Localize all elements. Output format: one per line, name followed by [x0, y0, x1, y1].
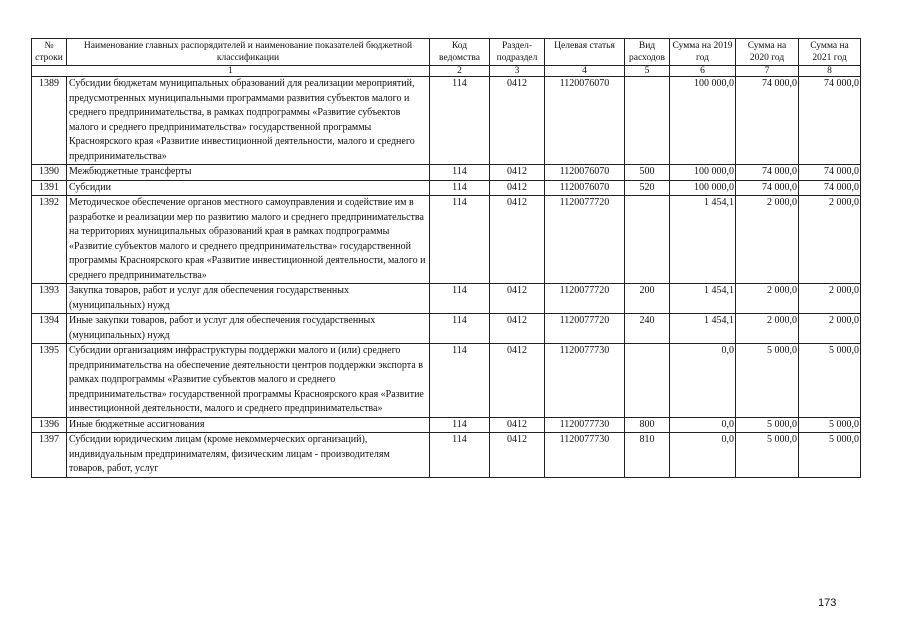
table-row: [32, 433, 861, 478]
header-expense-type: Вид расходов: [625, 39, 670, 66]
column-number: 7: [736, 66, 799, 77]
row-department-code: 114: [430, 180, 490, 196]
row-number: 1391: [32, 180, 67, 196]
row-sum-2021: 5 000,0: [799, 417, 861, 433]
row-sum-2020: 2 000,0: [736, 196, 799, 284]
row-department-code: 114: [430, 196, 490, 284]
row-sum-2021: 74 000,0: [799, 77, 861, 165]
row-number: 1395: [32, 344, 67, 418]
row-sum-2021: 2 000,0: [799, 314, 861, 344]
row-target-article: 1120076070: [545, 165, 625, 181]
row-sum-2019: 100 000,0: [670, 165, 736, 181]
row-sum-2020: 5 000,0: [736, 344, 799, 418]
row-name: Иные закупки товаров, работ и услуг для обеспечения государственных (муниципальных) нужд: [67, 314, 430, 344]
row-sum-2020: 74 000,0: [736, 165, 799, 181]
header-department-code: Код ведомства: [430, 39, 490, 66]
column-number: 2: [430, 66, 490, 77]
row-sum-2021: 74 000,0: [799, 180, 861, 196]
row-sum-2020: 2 000,0: [736, 314, 799, 344]
row-sum-2020: 5 000,0: [736, 417, 799, 433]
header-row-number: № строки: [32, 39, 67, 66]
header-sum-2019: Сумма на 2019 год: [670, 39, 736, 66]
row-sum-2020: 74 000,0: [736, 180, 799, 196]
column-number: 8: [799, 66, 861, 77]
row-section: 0412: [490, 433, 545, 478]
header-name: Наименование главных распорядителей и наименование показателей бюджетной классификации: [67, 39, 430, 66]
row-expense-type: 520: [625, 180, 670, 196]
row-section: 0412: [490, 314, 545, 344]
row-number: 1394: [32, 314, 67, 344]
row-name: Иные бюджетные ассигнования: [67, 417, 430, 433]
row-sum-2021: 74 000,0: [799, 165, 861, 181]
row-target-article: 1120077720: [545, 314, 625, 344]
row-expense-type: [625, 344, 670, 418]
column-number: 4: [545, 66, 625, 77]
row-sum-2020: 2 000,0: [736, 284, 799, 314]
header-section: Раздел-подраздел: [490, 39, 545, 66]
row-sum-2021: 2 000,0: [799, 196, 861, 284]
row-name: Субсидии организациям инфраструктуры поддержки малого и (или) среднего предпринимательства на обеспечение деятельности центров поддержки экспорта в рамках подпрограммы «Развитие субъектов малого и среднего предпринимательства» государственной программы Красноярского края «Развитие инвестиционной деятельности, малого и среднего предпринимательства»: [67, 344, 430, 418]
row-section: 0412: [490, 344, 545, 418]
row-department-code: 114: [430, 165, 490, 181]
row-sum-2021: 5 000,0: [799, 433, 861, 478]
row-target-article: 1120077720: [545, 284, 625, 314]
row-name: Субсидии бюджетам муниципальных образований для реализации мероприятий, предусмотренных муниципальными программами развития субъектов малого и среднего предпринимательства, в рамках подпрограммы «Развитие субъектов малого и среднего предпринимательства» государственной программы Красноярского края «Развитие инвестиционной деятельности, малого и среднего предпринимательства»: [67, 77, 430, 165]
row-target-article: 1120077720: [545, 196, 625, 284]
row-sum-2019: 0,0: [670, 417, 736, 433]
table-row: [32, 344, 861, 418]
row-section: 0412: [490, 196, 545, 284]
header-row: [32, 39, 861, 66]
row-sum-2019: 0,0: [670, 433, 736, 478]
column-number: 6: [670, 66, 736, 77]
row-sum-2019: 1 454,1: [670, 196, 736, 284]
row-name: Субсидии юридическим лицам (кроме некоммерческих организаций), индивидуальным предпринимателям, физическим лицам - производителям товаров, работ, услуг: [67, 433, 430, 478]
row-number: 1396: [32, 417, 67, 433]
row-sum-2021: 2 000,0: [799, 284, 861, 314]
column-number: 1: [32, 66, 430, 77]
row-sum-2019: 100 000,0: [670, 180, 736, 196]
row-target-article: 1120077730: [545, 417, 625, 433]
row-name: Субсидии: [67, 180, 430, 196]
row-department-code: 114: [430, 344, 490, 418]
row-target-article: 1120077730: [545, 433, 625, 478]
row-expense-type: 240: [625, 314, 670, 344]
table-row: [32, 180, 861, 196]
row-section: 0412: [490, 165, 545, 181]
row-department-code: 114: [430, 417, 490, 433]
table-row: [32, 196, 861, 284]
row-target-article: 1120076070: [545, 180, 625, 196]
row-expense-type: [625, 77, 670, 165]
row-number: 1392: [32, 196, 67, 284]
header-sum-2020: Сумма на 2020 год: [736, 39, 799, 66]
table-row: [32, 314, 861, 344]
row-name: Методическое обеспечение органов местного самоуправления и содействие им в разработке и реализации мер по развитию малого и среднего предпринимательства на территориях муниципальных образований края в рамках подпрограммы «Развитие субъектов малого и среднего предпринимательства» государственной программы Красноярского края «Развитие инвестиционной деятельности, малого и среднего предпринимательства»: [67, 196, 430, 284]
row-department-code: 114: [430, 284, 490, 314]
row-sum-2020: 5 000,0: [736, 433, 799, 478]
row-number: 1397: [32, 433, 67, 478]
table-row: [32, 165, 861, 181]
row-expense-type: 200: [625, 284, 670, 314]
header-target-article: Целевая статья: [545, 39, 625, 66]
row-expense-type: 500: [625, 165, 670, 181]
row-department-code: 114: [430, 314, 490, 344]
row-name: Закупка товаров, работ и услуг для обеспечения государственных (муниципальных) нужд: [67, 284, 430, 314]
row-section: 0412: [490, 417, 545, 433]
column-numbers-row: [32, 66, 861, 77]
row-section: 0412: [490, 284, 545, 314]
row-sum-2019: 0,0: [670, 344, 736, 418]
row-expense-type: 810: [625, 433, 670, 478]
row-name: Межбюджетные трансферты: [67, 165, 430, 181]
row-section: 0412: [490, 77, 545, 165]
budget-table: [31, 38, 861, 478]
row-target-article: 1120076070: [545, 77, 625, 165]
row-number: 1390: [32, 165, 67, 181]
table-row: [32, 417, 861, 433]
row-target-article: 1120077730: [545, 344, 625, 418]
header-sum-2021: Сумма на 2021 год: [799, 39, 861, 66]
table-row: [32, 284, 861, 314]
row-sum-2019: 1 454,1: [670, 284, 736, 314]
row-sum-2019: 1 454,1: [670, 314, 736, 344]
row-number: 1393: [32, 284, 67, 314]
column-number: 3: [490, 66, 545, 77]
page-number: 173: [818, 597, 837, 609]
row-sum-2019: 100 000,0: [670, 77, 736, 165]
row-sum-2021: 5 000,0: [799, 344, 861, 418]
column-number: 5: [625, 66, 670, 77]
row-section: 0412: [490, 180, 545, 196]
row-number: 1389: [32, 77, 67, 165]
table-row: [32, 77, 861, 165]
row-department-code: 114: [430, 77, 490, 165]
row-sum-2020: 74 000,0: [736, 77, 799, 165]
row-expense-type: 800: [625, 417, 670, 433]
row-department-code: 114: [430, 433, 490, 478]
row-expense-type: [625, 196, 670, 284]
